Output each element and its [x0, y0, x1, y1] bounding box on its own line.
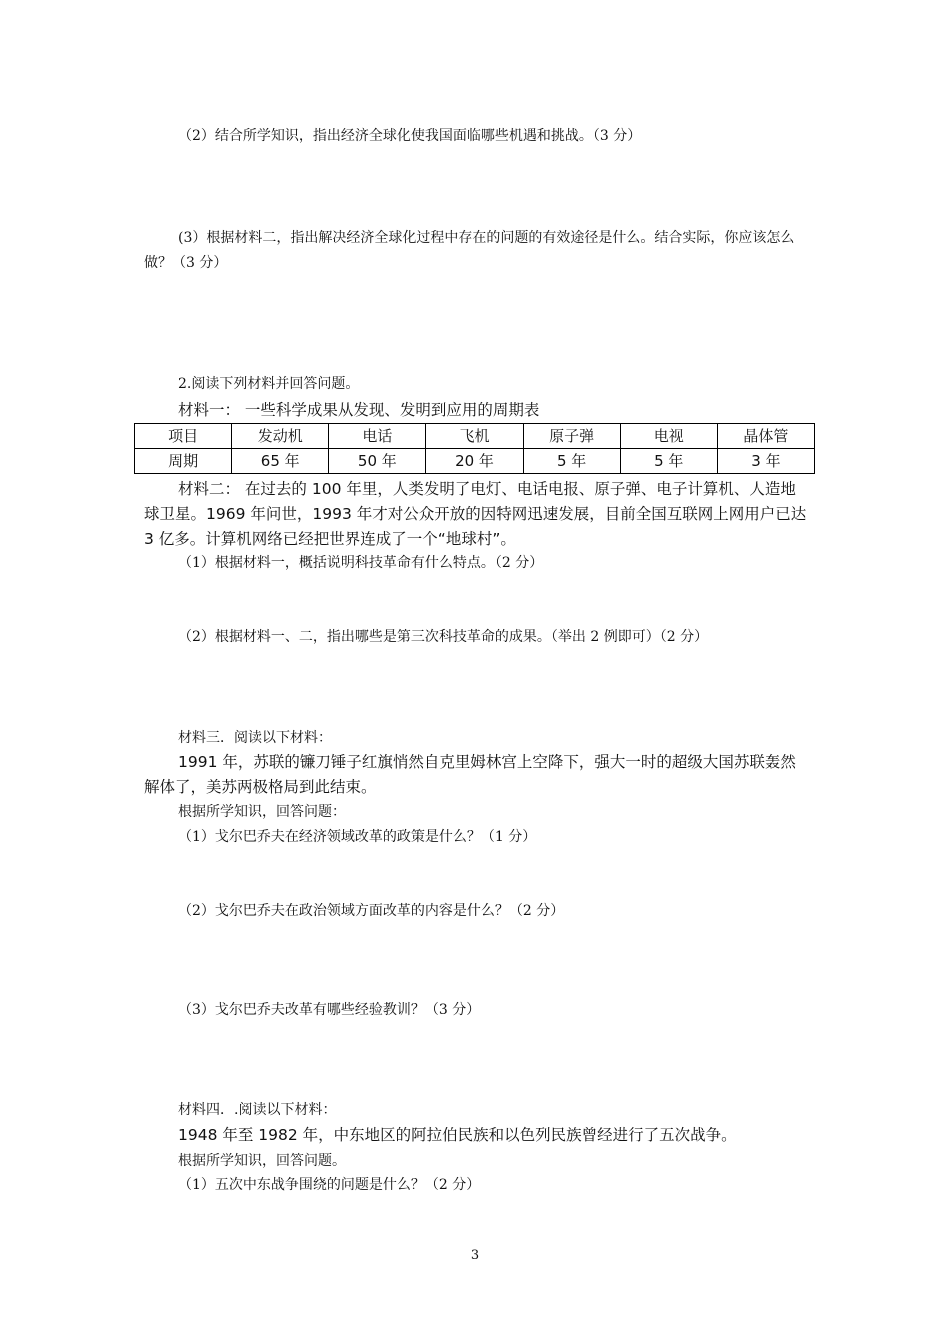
- table-cell: 20 年: [426, 449, 523, 474]
- table-cell: 5 年: [523, 449, 620, 474]
- q1-sub-question-2: （2）结合所学知识，指出经济全球化使我国面临哪些机遇和挑战。（3 分）: [178, 128, 642, 144]
- material-4-heading: 材料四．.阅读以下材料：: [178, 1102, 337, 1118]
- table-cell: 发动机: [232, 424, 329, 449]
- q2-sub-question-1: （1）根据材料一，概括说明科技革命有什么特点。（2 分）: [178, 555, 544, 571]
- material-4-prompt: 根据所学知识，回答问题。: [178, 1153, 346, 1169]
- table-cell: 原子弹: [523, 424, 620, 449]
- table-cell: 晶体管: [717, 424, 814, 449]
- material-4-text: 1948 年至 1982 年，中东地区的阿拉伯民族和以色列民族曾经进行了五次战争。: [178, 1126, 737, 1144]
- q2-heading: 2.阅读下列材料并回答问题。: [178, 376, 360, 392]
- q1-sub-question-3: (3）根据材料二，指出解决经济全球化过程中存在的问题的有效途径是什么。结合实际，你应该怎么做？（3 分）: [144, 230, 795, 271]
- table-header-row: [135, 424, 815, 449]
- table-cell: 5 年: [620, 449, 717, 474]
- q2-sub-question-2: （2）根据材料一、二，指出哪些是第三次科技革命的成果。（举出 2 例即可）（2 分）: [178, 629, 709, 645]
- table-cell: 电视: [620, 424, 717, 449]
- m3-sub-question-2: （2）戈尔巴乔夫在政治领域方面改革的内容是什么？（2 分）: [178, 903, 565, 919]
- table-cell: 飞机: [426, 424, 523, 449]
- material-1-title: 材料一： 一些科学成果从发现、发明到应用的周期表: [178, 401, 540, 419]
- table-cell: 周期: [135, 449, 232, 474]
- material-2-text: 材料二： 在过去的 100 年里，人类发明了电灯、电话电报、原子弹、电子计算机、人造地球卫星。1969 年问世，1993 年才对公众开放的因特网迅速发展，目前全国互联网上网用户已达 3 亿多。计算机网络已经把世界连成了一个“地球村”。: [144, 480, 807, 548]
- m3-sub-question-1: （1）戈尔巴乔夫在经济领域改革的政策是什么？（1 分）: [178, 829, 537, 845]
- material-3-text: 1991 年，苏联的镰刀锤子红旗悄然自克里姆林宫上空降下，强大一时的超级大国苏联轰然解体了，美苏两极格局到此结束。: [144, 753, 796, 796]
- table-cell: 3 年: [717, 449, 814, 474]
- table-cell: 项目: [135, 424, 232, 449]
- table-cell: 50 年: [329, 449, 426, 474]
- table-row: [135, 449, 815, 474]
- material-3-heading: 材料三．阅读以下材料：: [178, 730, 332, 746]
- table-cell: 电话: [329, 424, 426, 449]
- page-number: 3: [470, 1248, 480, 1263]
- science-cycle-table: [134, 423, 815, 474]
- material-3-prompt: 根据所学知识，回答问题：: [178, 804, 346, 820]
- table-cell: 65 年: [232, 449, 329, 474]
- m3-sub-question-3: （3）戈尔巴乔夫改革有哪些经验教训？（3 分）: [178, 1002, 481, 1018]
- m4-sub-question-1: （1）五次中东战争围绕的问题是什么？（2 分）: [178, 1177, 481, 1193]
